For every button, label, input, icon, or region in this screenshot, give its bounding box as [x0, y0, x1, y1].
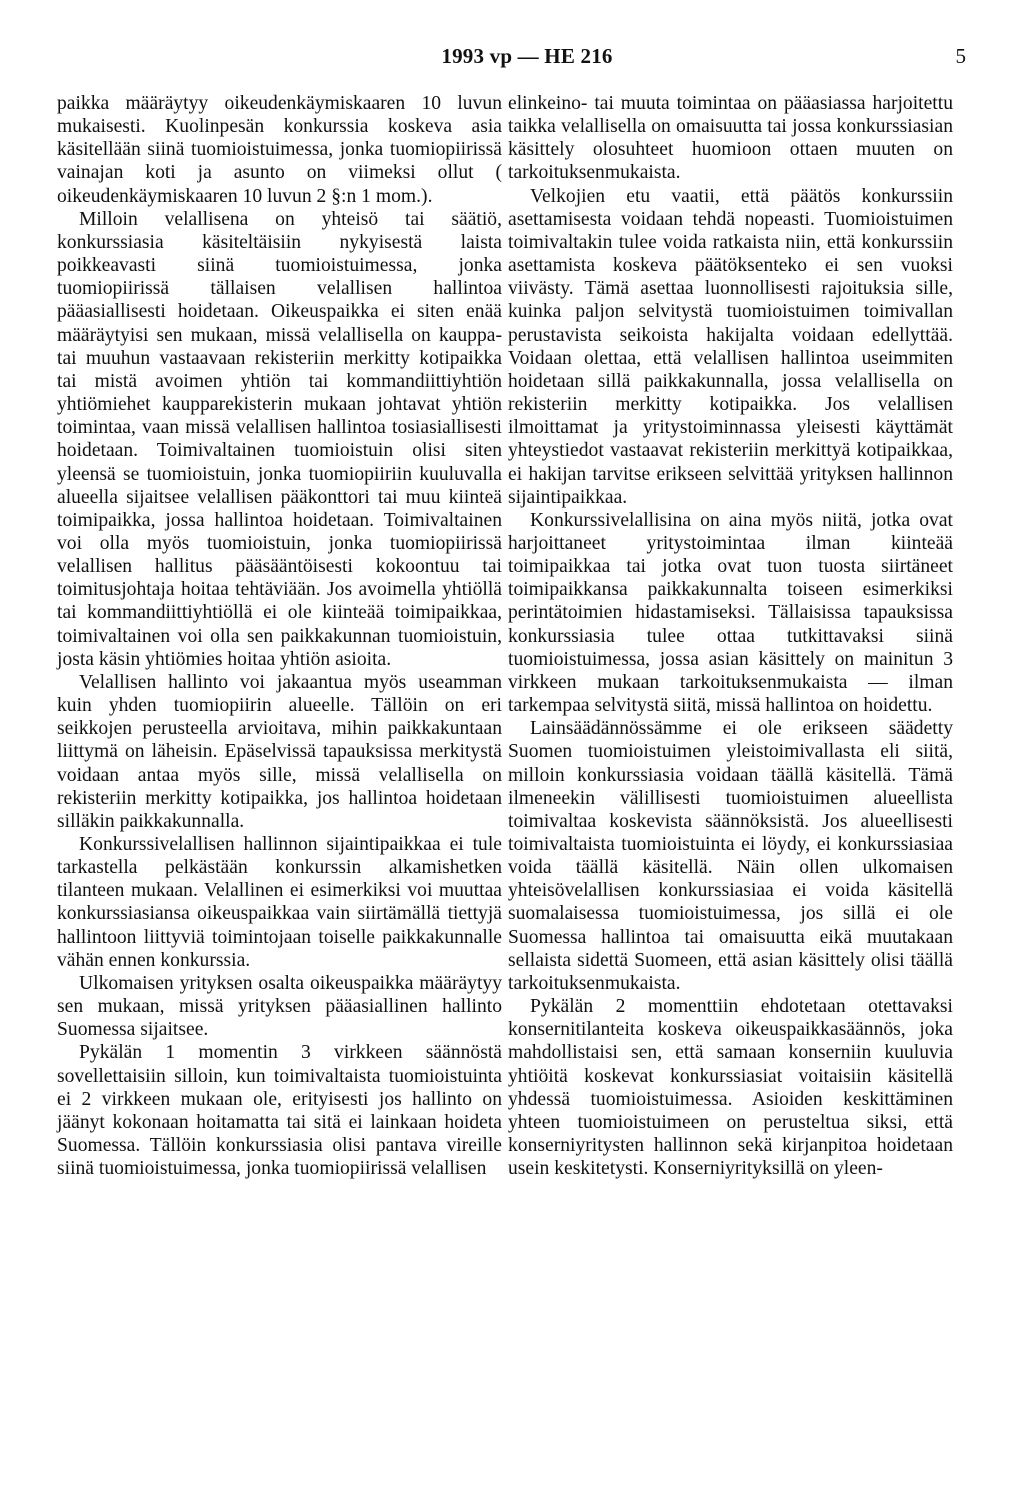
page-header [0, 44, 1024, 74]
paragraph: Velkojien etu vaatii, että päätös konkurssiin asettamisesta voidaan tehdä nopeasti. Tuomioistuimen toimivaltakin tulee voida ratkaista niin, että konkurssiin asettamista koskeva päätöksenteko ei sen vuoksi viivästy. Tämä asettaa luonnollisesti rajoituksia sille, kuinka paljon selvitystä tuomioistuimen toimivallan perustavista seikoista hakijalta voidaan edellyttää. Voidaan olettaa, että velallisen hallintoa useimmiten hoidetaan sillä paikkakunnalla, jossa velallisella on rekisteriin merkitty kotipaikka. Jos velallisen ilmoittamat ja yritystoiminnassa yleisesti käyttämät yhteystiedot vastaavat rekisteriin merkittyä kotipaikkaa, ei hakijan tarvitse erikseen selvittää yrityksen hallinnon sijaintipaikkaa. [508, 185, 953, 508]
paragraph: Konkurssivelallisina on aina myös niitä, jotka ovat harjoittaneet yritystoimintaa ilman kiinteää toimipaikkaa tai jotka ovat tuon tuosta siirtäneet toimipaikkansa paikkakunnalta toiseen esimerkiksi perintätoimien hidastamiseksi. Tällaisissa tapauksissa konkurssiasia tulee ottaa tutkittavaksi siinä tuomioistuimessa, jossa asian käsittely on mainitun 3 virkkeen mukaan tarkoituksenmukaista — ilman tarkempaa selvitystä siitä, missä hallintoa on hoidettu. [508, 509, 953, 717]
paragraph: Milloin velallisena on yhteisö tai säätiö, konkurssiasia käsiteltäisiin nykyisestä laista poikkeavasti siinä tuomioistuimessa, jonka tuomiopiirissä tällaisen velallisen hallintoa pääasiallisesti hoidetaan. Oikeuspaikka ei siten enää määräytyisi sen mukaan, missä velallisella on kauppa- tai muuhun vastaavaan rekisteriin merkitty kotipaikka tai mistä avoimen yhtiön tai kommandiittiyhtiön yhtiömiehet kaupparekisterin mukaan johtavat yhtiön toimintaa, vaan missä velallisen hallintoa tosiasiallisesti hoidetaan. Toimivaltainen tuomioistuin olisi siten yleensä se tuomioistuin, jonka tuomiopiiriin kuuluvalla alueella sijaitsee velallisen pääkonttori tai muu kiinteä toimipaikka, jossa hallintoa hoidetaan. Toimivaltainen voi olla myös tuomioistuin, jonka tuomiopiirissä velallisen hallitus pääsääntöisesti kokoontuu tai toimitusjohtaja hoitaa tehtäviään. Jos avoimella yhtiöllä tai kommandiittiyhtiöllä ei ole kiinteää toimipaikkaa, toimivaltainen voi olla sen paikkakunnan tuomioistuin, josta käsin yhtiömies hoitaa yhtiön asioita. [57, 208, 502, 670]
document-title: 1993 vp — HE 216 [441, 44, 613, 68]
paragraph: Lainsäädännössämme ei ole erikseen säädetty Suomen tuomioistuimen yleistoimivallasta eli siitä, milloin konkurssiasia voidaan täällä käsitellä. Tämä ilmeneekin välillisesti tuomioistuimen alueellista toimivaltaa koskevista säännöksistä. Jos alueellisesti toimivaltaista tuomioistuinta ei löydy, ei konkurssiasiaa voida täällä käsitellä. Näin ollen ulkomaisen yhteisövelallisen konkurssiasiaa ei voida käsitellä suomalaisessa tuomioistuimessa, jos sillä ei ole Suomessa hallintoa tai omaisuutta eikä muutakaan sellaista sidettä Suomeen, että asian käsittely olisi täällä tarkoituksenmukaista. [508, 718, 953, 994]
paragraph: Pykälän 1 momentin 3 virkkeen säännöstä sovellettaisiin silloin, kun toimivaltaista tuomioistuinta ei 2 virkkeen mukaan ole, erityisesti jos hallinto on jäänyt kokonaan hoitamatta tai sitä ei lainkaan hoideta Suomessa. Tällöin konkurssiasia olisi pantava vireille siinä tuomioistuimessa, jonka tuomiopiirissä velallisen [57, 1042, 502, 1180]
left-column [57, 92, 502, 1180]
paragraph: Velallisen hallinto voi jakaantua myös useamman kuin yhden tuomiopiirin alueelle. Tällöin on eri seikkojen perusteella arvioitava, mihin paikkakuntaan liittymä on läheisin. Epäselvissä tapauksissa merkitystä voidaan antaa myös sille, missä velallisella on rekisteriin merkitty kotipaikka, jos hallintoa hoidetaan silläkin paikkakunnalla. [57, 671, 502, 832]
paragraph: Ulkomaisen yrityksen osalta oikeuspaikka määräytyy sen mukaan, missä yrityksen pääasiallinen hallinto Suomessa sijaitsee. [57, 972, 502, 1041]
paragraph: elinkeino- tai muuta toimintaa on pääasiassa harjoitettu taikka velallisella on omaisuutta tai jossa konkurssiasian käsittely olosuhteet huomioon ottaen muuten on tarkoituksenmukaista. [508, 93, 953, 184]
paragraph: Konkurssivelallisen hallinnon sijaintipaikkaa ei tule tarkastella pelkästään konkurssin alkamishetken tilanteen mukaan. Velallinen ei esimerkiksi voi muuttaa konkurssiasiansa oikeuspaikkaa vain siirtämällä tiettyjä hallintoon liittyviä toimintojaan toiselle paikkakunnalle vähän ennen konkurssia. [57, 834, 502, 971]
paragraph: paikka määräytyy oikeudenkäymiskaaren 10 luvun mukaisesti. Kuolinpesän konkurssia koskeva asia käsitellään siinä tuomioistuimessa, jonka tuomiopiirissä vainajan koti ja asunto on viimeksi ollut ( oikeudenkäymiskaaren 10 luvun 2 §:n 1 mom.). [57, 93, 502, 207]
paragraph: Pykälän 2 momenttiin ehdotetaan otettavaksi konsernitilanteita koskeva oikeuspaikkasäännös, joka mahdollistaisi sen, että samaan konserniin kuuluvia yhtiöitä koskevat konkurssiasiat voitaisiin käsitellä yhdessä tuomioistuimessa. Asioiden keskittäminen yhteen tuomioistuimeen on perusteltua siksi, että konserniyritysten hallinnon sekä kirjanpitoa hoidetaan usein keskitetysti. Konserniyrityksillä on yleen- [508, 996, 953, 1180]
page-number: 5 [955, 44, 966, 68]
right-column [508, 92, 953, 1180]
